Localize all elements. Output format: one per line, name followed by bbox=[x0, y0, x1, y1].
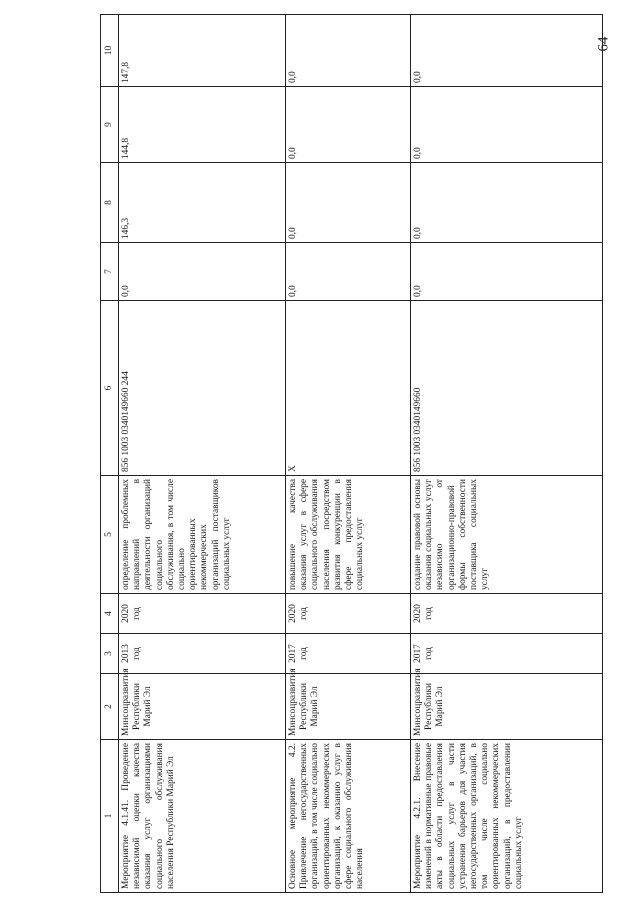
column-header: 6 bbox=[101, 301, 119, 476]
budget-code-cell: 856 1003 0340149660 bbox=[411, 301, 603, 476]
executor-cell: Минсоцразвития Республики Марий Эл bbox=[286, 674, 411, 740]
value-cell: 147,8 bbox=[119, 15, 286, 87]
start-year-cell: 2017 год bbox=[411, 634, 603, 674]
value-cell: 0,0 bbox=[411, 15, 603, 87]
value-cell: 0,0 bbox=[119, 243, 286, 301]
column-header: 4 bbox=[101, 594, 119, 634]
expected-result-cell: создание правовой основы оказания социальных услуг независимо от организационно-правовой формы собственности поставщика социальных услуг bbox=[411, 476, 603, 594]
measure-name-cell: Основное мероприятие 4.2. Привлечение негосударственных организаций, в том числе социально ориентированных некоммерческих организаций, к оказанию услуг в сфере социального обслуживания населения bbox=[286, 740, 411, 893]
measure-name-cell: Мероприятие 4.2.1. Внесение изменений в нормативные правовые акты в области предоставления социальных услуг в части устранения барьеров для участия негосударственных организаций, в том числе социально ориентированных некоммерческих организаций, в предоставлении социальных услуг bbox=[411, 740, 603, 893]
end-year-cell: 2020 год bbox=[119, 594, 286, 634]
value-cell: 0,0 bbox=[411, 243, 603, 301]
value-cell: 0,0 bbox=[286, 243, 411, 301]
page-number: 64 bbox=[595, 36, 612, 52]
table-row bbox=[119, 15, 286, 893]
start-year-cell: 2017 год bbox=[286, 634, 411, 674]
value-cell: 0,0 bbox=[286, 87, 411, 163]
expected-result-cell: определение проблемных направлений в деятельности организаций социального обслуживания, в том числе социально ориентированных некоммерческих организаций поставщиков социальных услуг bbox=[119, 476, 286, 594]
executor-cell: Минсоцразвития Республики Марий Эл bbox=[119, 674, 286, 740]
value-cell: 0,0 bbox=[286, 15, 411, 87]
table-row bbox=[411, 15, 603, 893]
budget-code-cell: 856 1003 0340149660 244 bbox=[119, 301, 286, 476]
value-cell: 144,8 bbox=[119, 87, 286, 163]
expected-result-cell: повышение качества оказания услуг в сфере социального обслуживания населения посредством развития конкуренции в сфере предоставления социальных услуг bbox=[286, 476, 411, 594]
column-header: 3 bbox=[101, 634, 119, 674]
end-year-cell: 2020 год bbox=[286, 594, 411, 634]
value-cell: 0,0 bbox=[411, 87, 603, 163]
column-header: 5 bbox=[101, 476, 119, 594]
end-year-cell: 2020 год bbox=[411, 594, 603, 634]
column-header: 9 bbox=[101, 87, 119, 163]
program-measures-table bbox=[100, 14, 603, 893]
value-cell: 0,0 bbox=[411, 163, 603, 243]
rotated-table-container bbox=[100, 15, 602, 893]
column-header: 10 bbox=[101, 15, 119, 87]
column-number-row bbox=[101, 15, 119, 893]
value-cell: 146,3 bbox=[119, 163, 286, 243]
column-header: 7 bbox=[101, 243, 119, 301]
table-row bbox=[286, 15, 411, 893]
value-cell: 0,0 bbox=[286, 163, 411, 243]
executor-cell: Минсоцразвития Республики Марий Эл bbox=[411, 674, 603, 740]
measure-name-cell: Мероприятие 4.1.41. Проведение независимой оценки качества оказания услуг организациями социального обслуживания населения Республики Марий Эл bbox=[119, 740, 286, 893]
column-header: 2 bbox=[101, 674, 119, 740]
budget-code-cell: X bbox=[286, 301, 411, 476]
column-header: 1 bbox=[101, 740, 119, 893]
column-header: 8 bbox=[101, 163, 119, 243]
start-year-cell: 2013 год bbox=[119, 634, 286, 674]
